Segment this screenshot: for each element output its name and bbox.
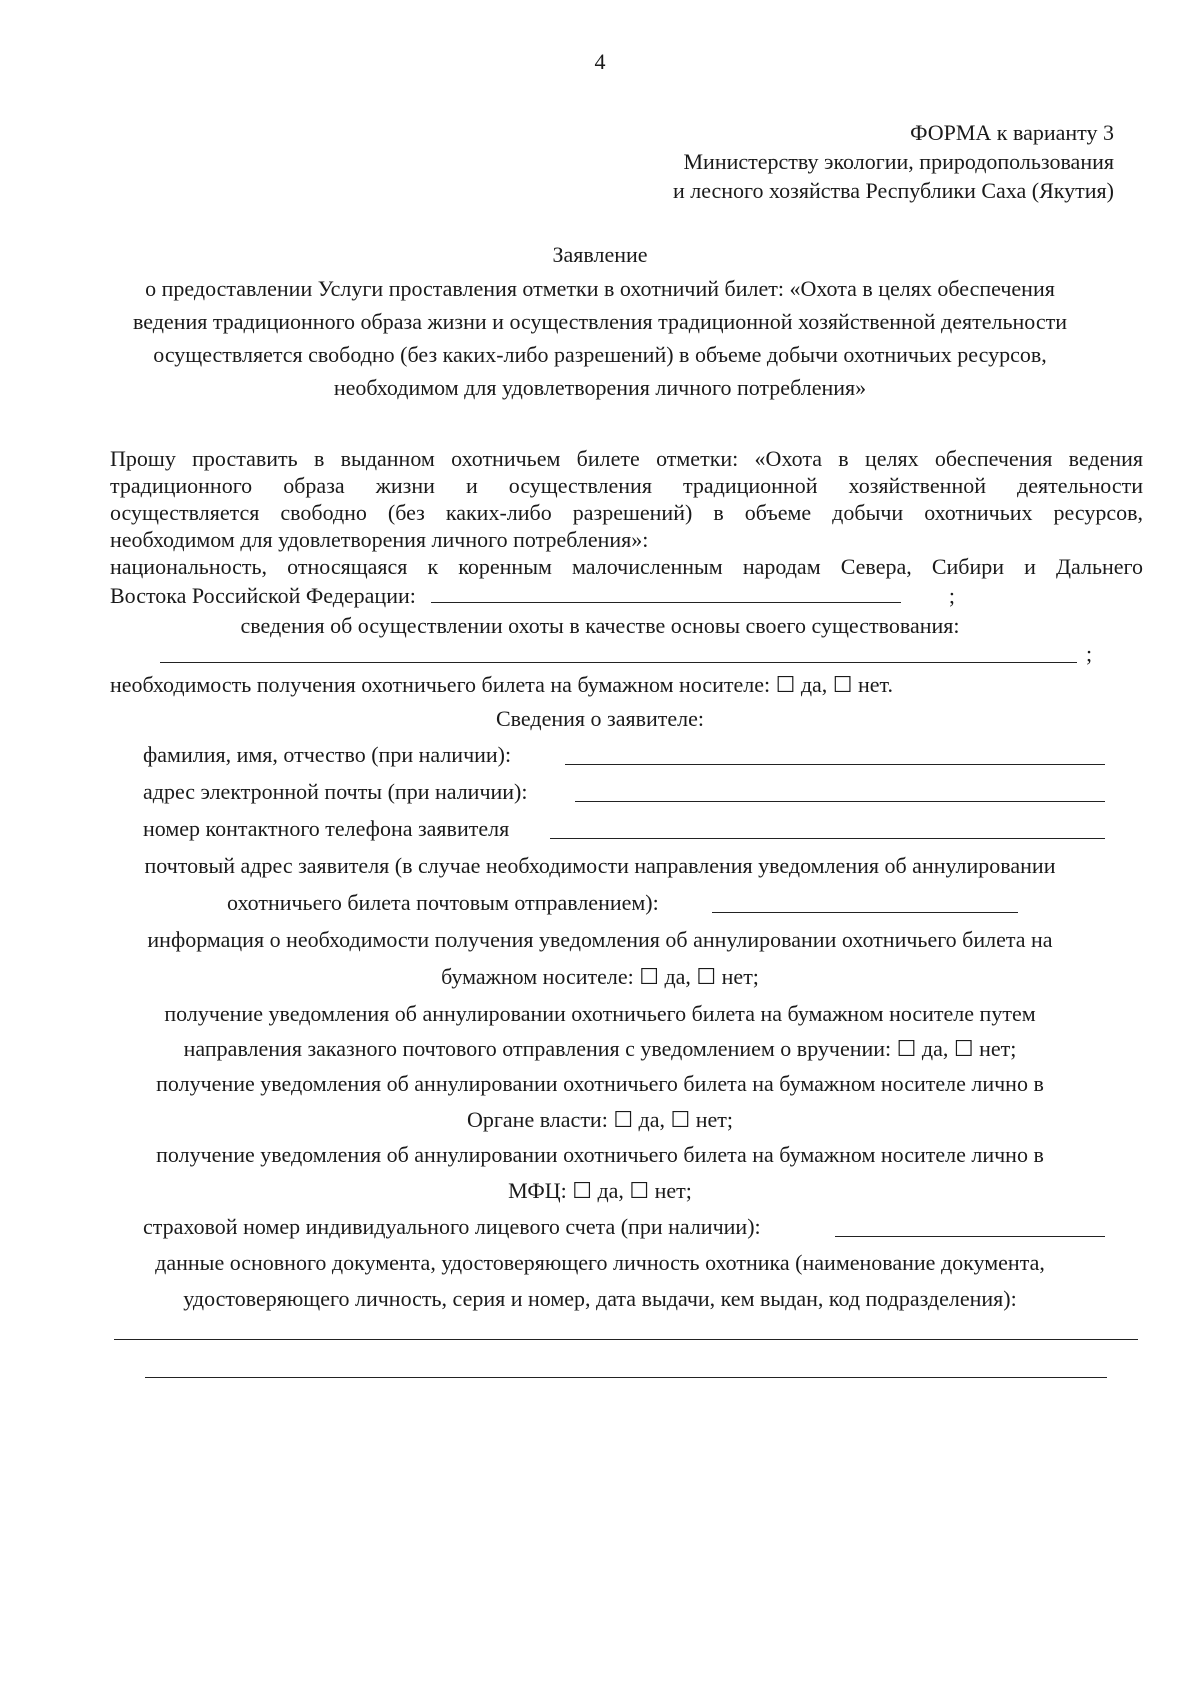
nationality-line-1: национальность, относящаяся к коренным малочисленным народам Севера, Сибири и Дальнего <box>110 554 1143 579</box>
mail-line-1: получение уведомления об аннулировании охотничьего билета на бумажном носителе путем <box>164 1001 1036 1026</box>
nationality-label: Востока Российской Федерации: <box>110 583 416 608</box>
email-field[interactable] <box>575 801 1105 802</box>
document-heading: Заявление <box>552 242 648 267</box>
postal-address-field[interactable] <box>712 912 1018 913</box>
phone-field[interactable] <box>550 838 1105 839</box>
full-name-field[interactable] <box>565 764 1105 765</box>
hunting-info-field[interactable] <box>160 662 1077 663</box>
notice-line-2: бумажном носителе: ☐ да, ☐ нет; <box>441 964 759 989</box>
mfc-line-1: получение уведомления об аннулировании охотничьего билета на бумажном носителе лично в <box>156 1142 1044 1167</box>
postal-line-1: почтовый адрес заявителя (в случае необходимости направления уведомления об аннулировании <box>144 853 1056 878</box>
id-doc-field-1[interactable] <box>114 1339 1138 1340</box>
nationality-line-2 <box>110 580 955 610</box>
hunting-info-semicolon: ; <box>1086 641 1093 666</box>
title-line-4: необходимом для удовлетворения личного потребления» <box>333 375 867 400</box>
mail-line-2: направления заказного почтового отправления с уведомлением о вручении: ☐ да, ☐ нет; <box>183 1036 1017 1061</box>
title-line-2: ведения традиционного образа жизни и осуществления традиционной хозяйственной деятельности <box>133 309 1067 334</box>
nationality-semicolon: ; <box>948 583 955 608</box>
id-doc-line-1: данные основного документа, удостоверяющего личность охотника (наименование документа, <box>155 1250 1045 1275</box>
addressee-line-2: и лесного хозяйства Республики Саха (Якутия) <box>672 178 1114 203</box>
applicant-heading: Сведения о заявителе: <box>495 706 704 731</box>
snils-field[interactable] <box>835 1236 1105 1237</box>
nationality-field[interactable] <box>431 580 901 603</box>
authority-line-2: Органе власти: ☐ да, ☐ нет; <box>467 1107 733 1132</box>
request-line-3: осуществляется свободно (без каких-либо разрешений) в объеме добычи охотничьих ресурсов, <box>110 500 1143 525</box>
snils-label: страховой номер индивидуального лицевого счета (при наличии): <box>143 1214 761 1239</box>
phone-label: номер контактного телефона заявителя <box>143 816 510 841</box>
id-doc-field-2[interactable] <box>145 1377 1107 1378</box>
request-line-1: Прошу проставить в выданном охотничьем билете отметки: «Охота в целях обеспечения ведения <box>110 446 1143 471</box>
hunting-info-label: сведения об осуществлении охоты в качестве основы своего существования: <box>240 613 960 638</box>
form-label: ФОРМА к варианту 3 <box>910 120 1114 145</box>
addressee-line-1: Министерству экологии, природопользования <box>683 149 1114 174</box>
request-line-2: традиционного образа жизни и осуществления традиционной хозяйственной деятельности <box>110 473 1143 498</box>
full-name-label: фамилия, имя, отчество (при наличии): <box>143 742 512 767</box>
postal-line-2: охотничьего билета почтовым отправлением): <box>227 890 659 915</box>
paper-ticket-question: необходимость получения охотничьего билета на бумажном носителе: ☐ да, ☐ нет. <box>110 672 894 697</box>
request-line-4: необходимом для удовлетворения личного потребления»: <box>110 527 649 552</box>
page-number: 4 <box>594 49 606 74</box>
email-label: адрес электронной почты (при наличии): <box>143 779 528 804</box>
mfc-line-2: МФЦ: ☐ да, ☐ нет; <box>508 1178 692 1203</box>
title-line-1: о предоставлении Услуги проставления отметки в охотничий билет: «Охота в целях обеспечения <box>145 276 1055 301</box>
notice-line-1: информация о необходимости получения уведомления об аннулировании охотничьего билета на <box>147 927 1053 952</box>
title-line-3: осуществляется свободно (без каких-либо разрешений) в объеме добычи охотничьих ресурсов, <box>153 342 1047 367</box>
id-doc-line-2: удостоверяющего личность, серия и номер, дата выдачи, кем выдан, код подразделения): <box>183 1286 1017 1311</box>
authority-line-1: получение уведомления об аннулировании охотничьего билета на бумажном носителе лично в <box>156 1071 1044 1096</box>
